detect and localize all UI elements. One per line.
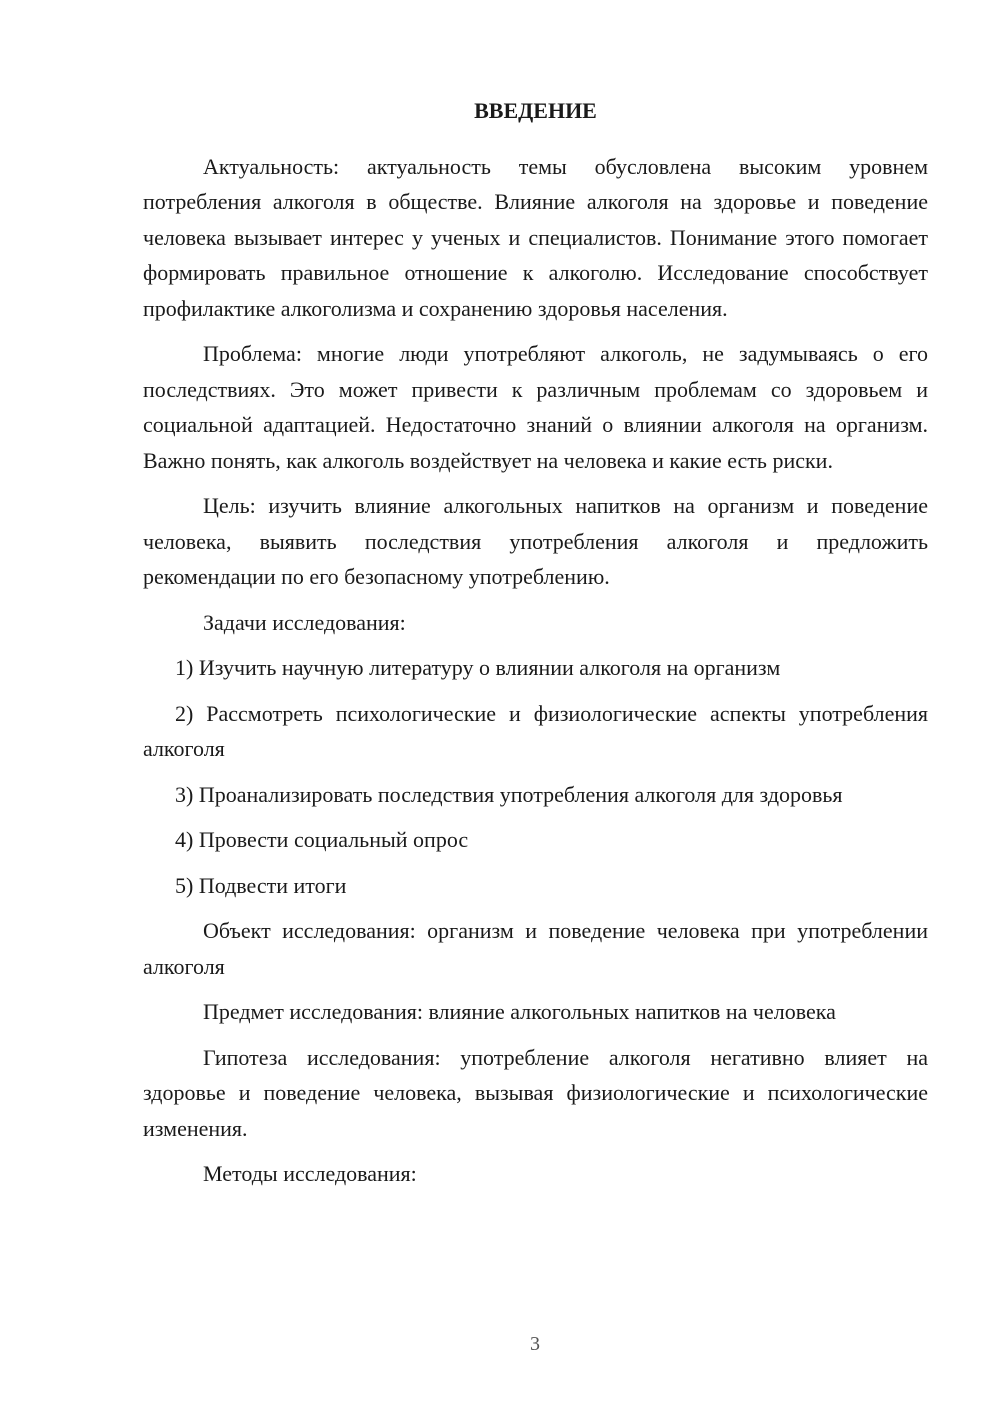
paragraph-subject: Предмет исследования: влияние алкогольных напитков на человека — [203, 999, 836, 1024]
methods-heading: Методы исследования: — [203, 1161, 417, 1186]
paragraph-object: Объект исследования: организм и поведение человека при употреблении алкоголя — [143, 918, 928, 979]
document-page — [143, 93, 928, 1202]
task-item-5: 5) Подвести итоги — [175, 872, 347, 898]
tasks-heading: Задачи исследования: — [203, 609, 406, 635]
paragraph-problem: Проблема: многие люди употребляют алкоголь, не задумываясь о его последствиях. Это может привести к различным проблемам со здоровьем и социальной адаптацией. Недостаточно знаний о влиянии алкоголя на организм. Важно понять, как алкоголь воздействует на человека и какие есть риски. — [143, 341, 928, 473]
section-title: ВВЕДЕНИЕ — [474, 98, 597, 123]
task-item-4: 4) Провести социальный опрос — [175, 827, 469, 852]
paragraph-hypothesis: Гипотеза исследования: употребление алкоголя негативно влияет на здоровье и поведение человека, вызывая физиологические и психологические изменения. — [143, 1044, 928, 1141]
page-number: 3 — [530, 1333, 540, 1355]
task-item-3: 3) Проанализировать последствия употребления алкоголя для здоровья — [175, 781, 843, 807]
task-item-2: 2) Рассмотреть психологические и физиологические аспекты употребления алкоголя — [143, 700, 928, 761]
paragraph-goal: Цель: изучить влияние алкогольных напитков на организм и поведение человека, выявить последствия употребления алкоголя и предложить рекомендации по его безопасному употреблению. — [143, 493, 928, 589]
task-item-1: 1) Изучить научную литературу о влиянии алкоголя на организм — [175, 655, 781, 680]
paragraph-relevance: Актуальность: актуальность темы обусловлена высоким уровнем потребления алкоголя в обществе. Влияние алкоголя на здоровье и поведение человека вызывает интерес у ученых и специалистов. Понимание этого помогает формировать правильное отношение к алкоголю. Исследование способствует профилактике алкоголизма и сохранению здоровья населения. — [143, 153, 928, 321]
